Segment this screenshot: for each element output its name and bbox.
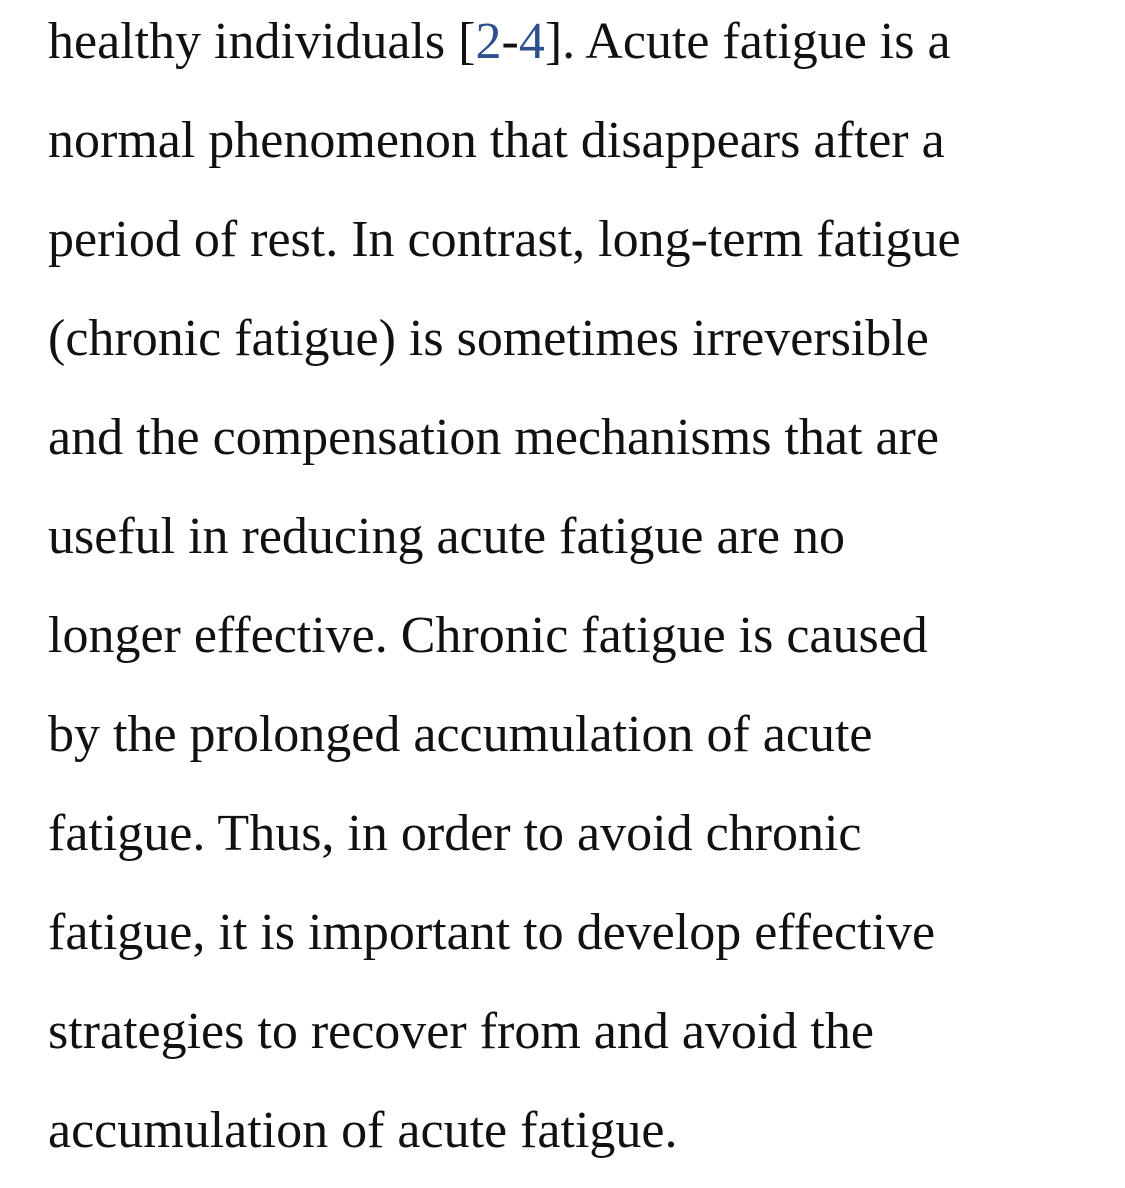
text-line: fatigue. Thus, in order to avoid chronic (48, 805, 862, 862)
text-line: normal phenomenon that disappears after a (48, 112, 945, 169)
article-paragraph (48, 0, 1088, 1188)
citation-range-dash: - (501, 13, 519, 70)
text-line: useful in reducing acute fatigue are no (48, 508, 845, 565)
text-line: (chronic fatigue) is sometimes irreversible (48, 310, 929, 367)
text-line: fatigue, it is important to develop effective (48, 904, 936, 961)
text-line: period of rest. In contrast, long-term fatigue (48, 211, 961, 268)
citation-link-2[interactable]: 2 (475, 13, 502, 70)
text-line (48, 0, 1088, 99)
citation-link-4[interactable]: 4 (518, 13, 545, 70)
text-segment: ]. Acute fatigue is a (544, 13, 951, 70)
text-segment: healthy individuals [ (48, 13, 476, 70)
text-line: by the prolonged accumulation of acute (48, 706, 873, 763)
text-line: longer effective. Chronic fatigue is caused (48, 607, 928, 664)
text-line: and the compensation mechanisms that are (48, 409, 939, 466)
text-line: accumulation of acute fatigue. (48, 1102, 678, 1159)
text-line: strategies to recover from and avoid the (48, 1003, 874, 1060)
